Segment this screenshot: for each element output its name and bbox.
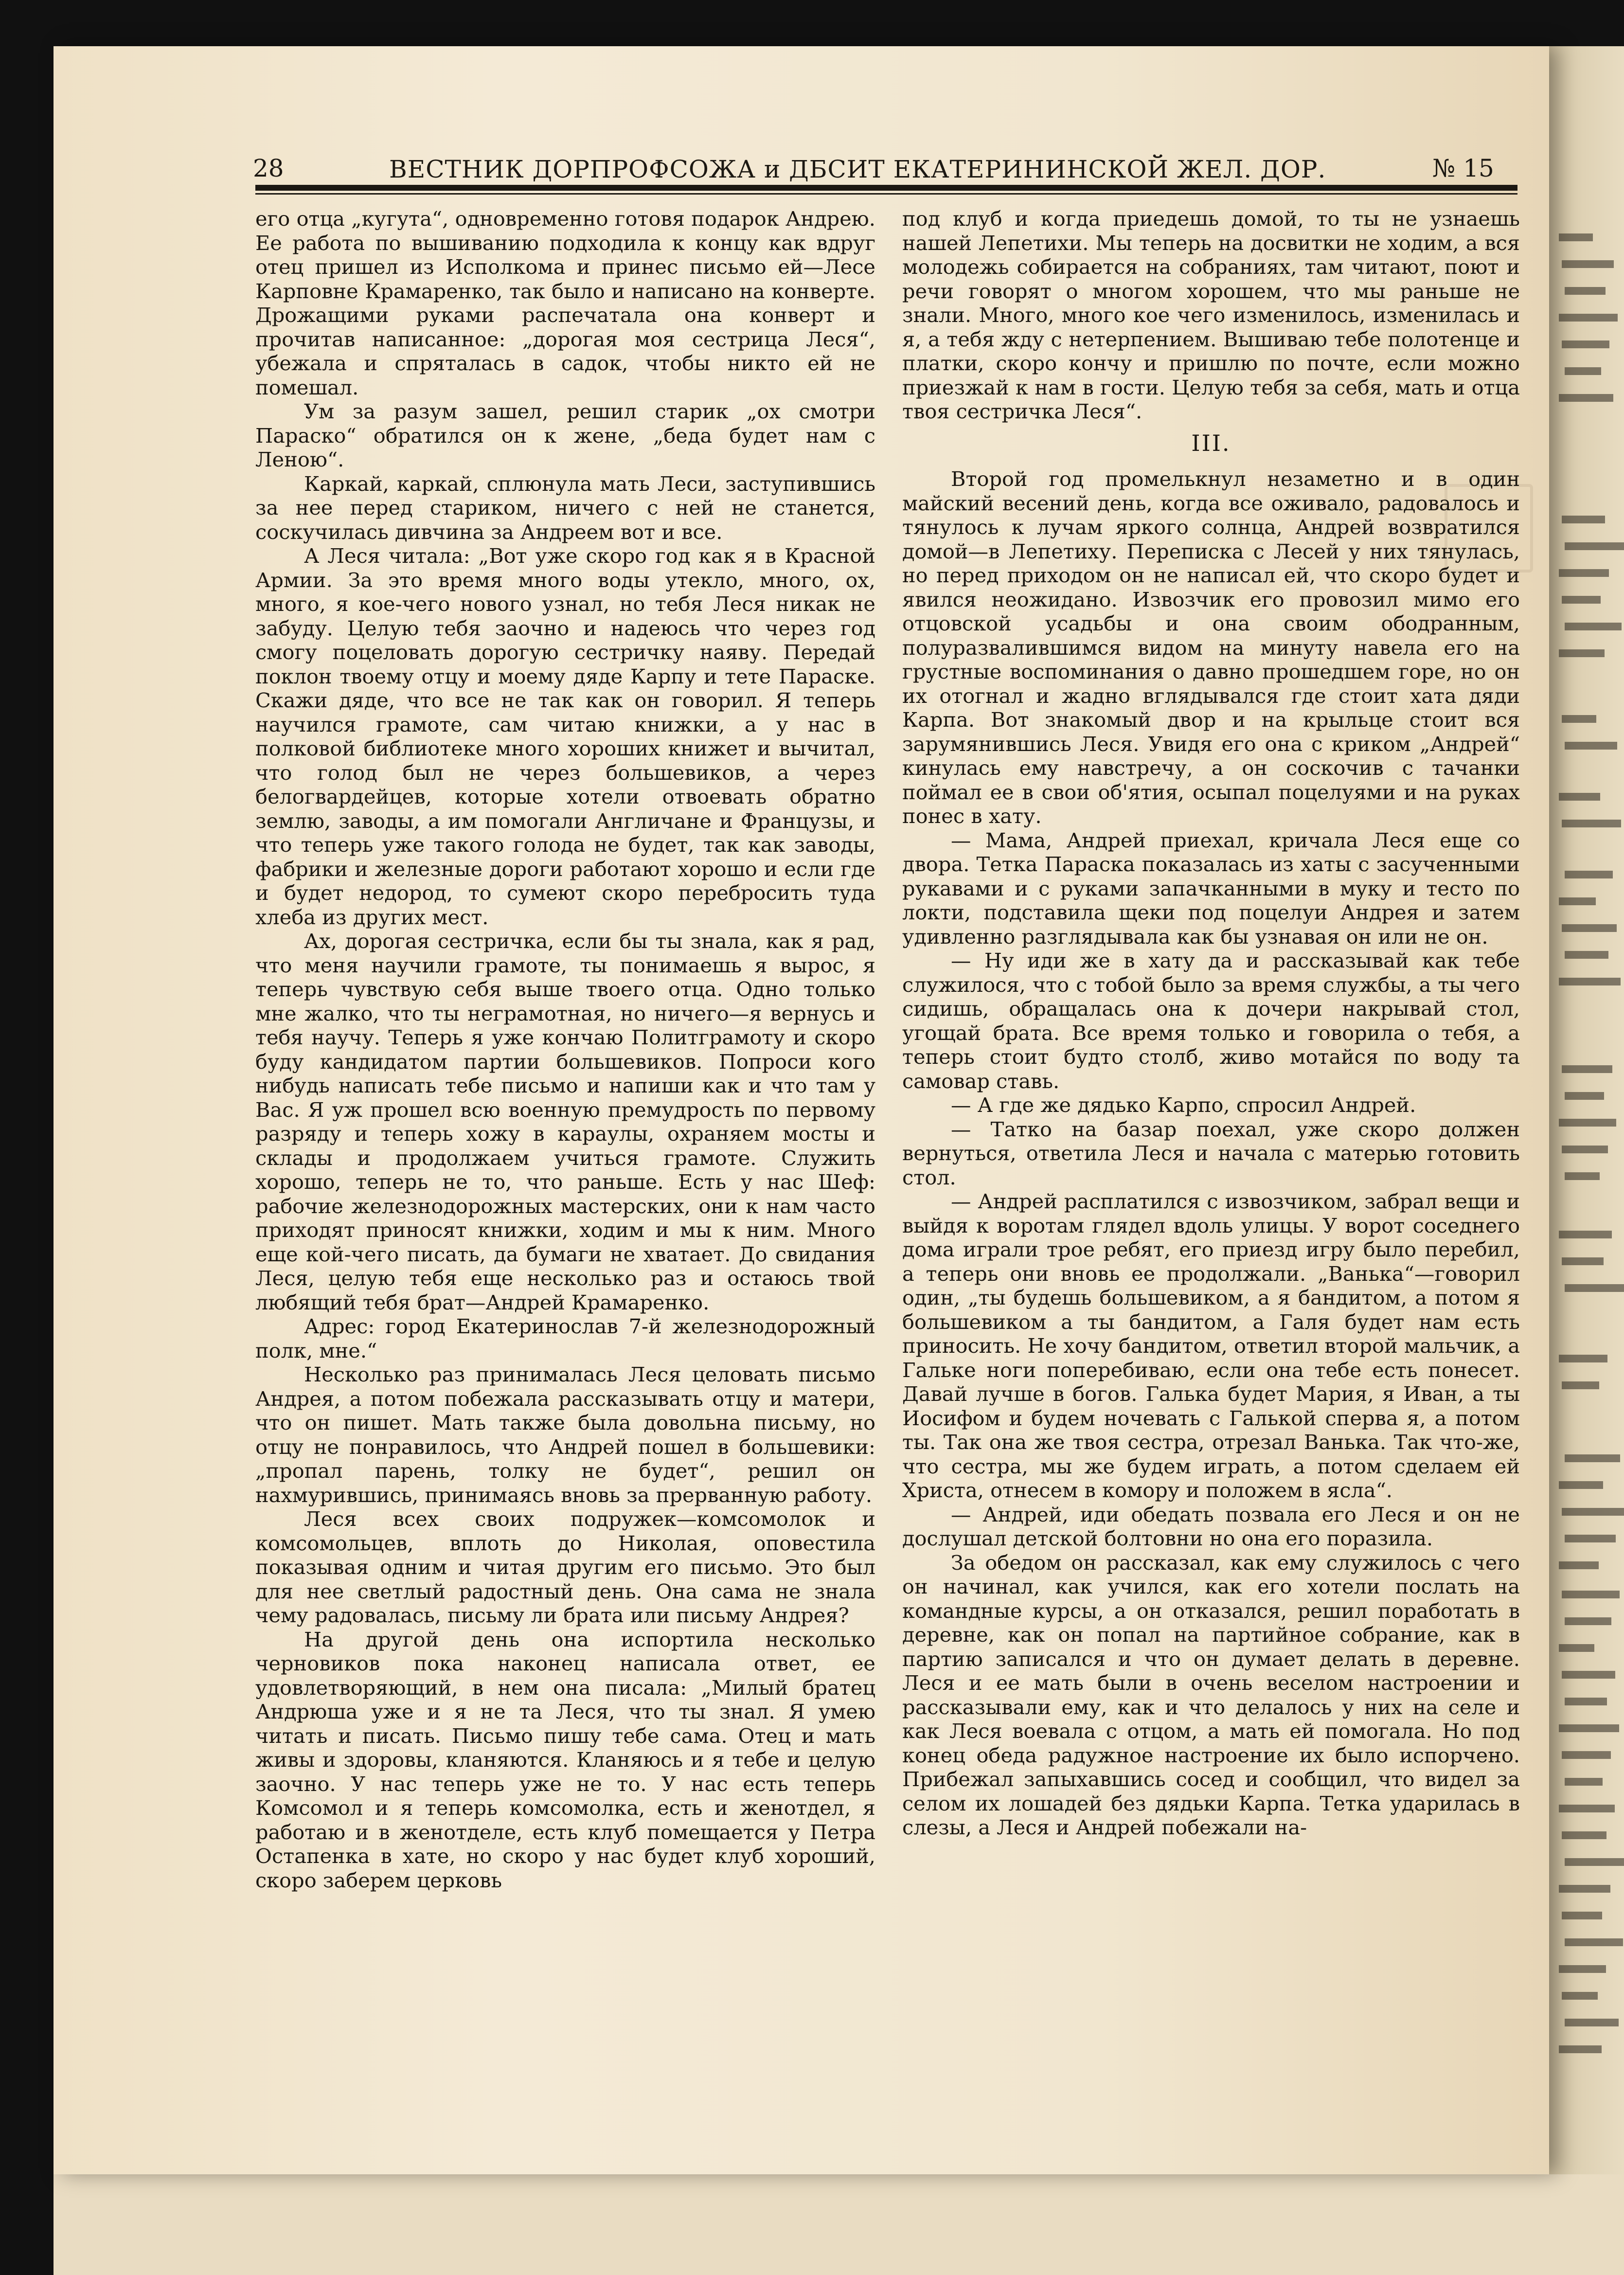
issue-number: № 15 [1432, 154, 1494, 182]
adjacent-text-fragment [1559, 897, 1596, 905]
paragraph: За обедом он рассказал, как ему служилось с чего он начинал, как учился, как его хотели послать на командные курсы, а он отказался, решил поработать в деревне, как он попал на партийное собрание, как в партию записался и что он думает делать в деревне. Леся и ее мать были в очень веселом настроении и рассказывали ему, как и что делалось у них на селе и как Леся воевала с отцом, а мать ей помогала. Но под конец обеда радужное настроение их было испорчено. Прибежал запыхавшись сосед и сообщил, что видел за селом их лошадей без дядьки Карпа. Тетка ударилась в слезы, а Леся и Андрей побежали на- [902, 1550, 1520, 1839]
adjacent-page-edge [1549, 46, 1624, 2174]
adjacent-text-fragment [1559, 793, 1600, 801]
header-rule [255, 185, 1517, 191]
adjacent-text-fragment [1565, 2019, 1619, 2026]
adjacent-text-fragment [1565, 367, 1601, 375]
adjacent-text-fragment [1562, 1591, 1620, 1598]
adjacent-text-fragment [1559, 394, 1613, 402]
adjacent-text-fragment [1565, 1092, 1604, 1100]
paragraph: Несколько раз принималась Леся целовать письмо Андрея, а потом побежала рассказывать отцу и матери, что он пишет. Мать также была довольна письму, но отцу не понравилось, что Андрей пошел в большевики: „пропал парень, толку не будет“, решил он нахмурившись, принимаясь вновь за прерванную работу. [255, 1362, 875, 1507]
paragraph: — А где же дядько Карпо, спросил Андрей. [951, 1093, 1416, 1117]
adjacent-text-fragment [1559, 978, 1621, 985]
adjacent-text-fragment [1565, 1938, 1623, 1946]
paragraph: На другой день она испортила несколько черновиков пока наконец написала ответ, ее удовлетворяющий, в нем она писала: „Милый братец Андрюша уже и я не та Леся, что ты знал. Я умею читать и писать. Письмо пишу тебе сама. Отец и мать живы и здоровы, кланяются. Кланяюсь и я тебе и целую заочно. У нас теперь уже не то. У нас есть теперь Комсомол и я теперь комсомолка, есть и женотдел, я работаю и в женотделе, есть клуб помещается у Петра Остапенка в хате, но скоро у нас будет клуб хороший, скоро заберем церковь [255, 1627, 875, 1892]
paragraph: — Мама, Андрей приехал, кричала Леся еще со двора. Тетка Параска показалась из хаты с засученными рукавами и с руками запачканными в муку и тесто по локти, подставила щеки под поцелуи Андрея и затем удивленно разглядывала как бы узнавая он или не он. [902, 828, 1520, 949]
adjacent-text-fragment [1565, 1454, 1620, 1462]
paragraph: — Андрей, иди обедать позвала его Леся и он не дослушал детской болтовни но она его поразила. [902, 1502, 1520, 1550]
adjacent-text-fragment [1565, 1858, 1624, 1866]
section-heading: III. [1191, 430, 1231, 456]
adjacent-text-fragment [1562, 1751, 1611, 1759]
text-column-left [255, 207, 875, 2114]
adjacent-text-fragment [1559, 314, 1618, 322]
adjacent-text-fragment [1559, 1231, 1612, 1238]
page-bottom-margin [54, 2174, 1624, 2275]
journal-title: ВЕСТНИК ДОРПРОФСОЖА и ДБСИТ ЕКАТЕРИНИНСКОЙ ЖЕЛ. ДОР. [389, 155, 1326, 183]
paragraph: Второй год промелькнул незаметно и в один майский весений день, когда все оживало, радовалось и тянулось к лучам яркого солнца, Андрей возвратился домой—в Лепетиху. Переписка с Лесей у них тянулась, но перед приходом он не написал ей, что скоро будет и явился неожидано. Извозчик его провозил мимо его отцовской усадьбы и она своим ободранным, полуразвалившимся видом на минуту навела его на грустные воспоминания о давно прошедшем горе, но он их отогнал и жадно вглядывался где стоит хата дяди Карпа. Вот знакомый двор и на крыльце стоит вся зарумянившись Леся. Увидя его она с криком „Андрей“ кинулась ему навстречу, а он соскочив с тачанки поймал ее в свои об'ятия, осыпал поцелуями и на руках понес в хату. [902, 467, 1520, 828]
adjacent-text-fragment [1565, 1172, 1600, 1180]
paragraph: его отца „кугута“, одновременно готовя подарок Андрею. Ее работа по вышиванию подходила к концу как вдруг отец пришел из Исполкома и принес письмо ей—Лесе Карповне Крамаренко, так было и написано на конверте. Дрожащими руками распечатала она конверт и прочитав написанное: „дорогая моя сестрица Леся“, убежала и спряталась в садок, чтобы никто ей не помешал. [255, 207, 875, 399]
adjacent-text-fragment [1559, 1561, 1599, 1569]
paragraph: — Ну иди же в хату да и рассказывай как тебе служилося, что с тобой было за время службы, а ты чего сидишь, обращалась она к дочери накрывай стол, угощай брата. Все время только и говорила о тебя, а теперь стоит будто столб, живо мотайся по воду та самовар ставь. [902, 949, 1520, 1093]
adjacent-text-fragment [1562, 340, 1609, 348]
adjacent-text-fragment [1562, 1508, 1624, 1516]
paragraph: Леся всех своих подружек—комсомолок и комсомольцев, вплоть до Николая, оповестила показывая одним и читая другим его письмо. Это был для нее светлый радостный день. Она сама не знала чему радовалась, письму ли брата или письму Андрея? [255, 1507, 875, 1627]
adjacent-text-fragment [1565, 742, 1617, 750]
adjacent-text-fragment [1559, 233, 1593, 241]
header-rule-thin [255, 193, 1517, 195]
adjacent-text-fragment [1562, 1146, 1608, 1153]
paragraph: Ум за разум зашел, решил старик „ох смотри Параско“ обратился он к жене, „беда будет нам с Леною“. [255, 399, 875, 471]
adjacent-text-fragment [1562, 1065, 1612, 1073]
adjacent-text-fragment [1562, 1381, 1599, 1389]
adjacent-text-fragment [1562, 820, 1621, 827]
page-number: 28 [253, 154, 284, 182]
text-column-right [902, 207, 1520, 2114]
adjacent-text-fragment [1559, 1355, 1607, 1362]
adjacent-text-fragment [1565, 871, 1613, 878]
adjacent-text-fragment [1559, 1965, 1606, 1973]
adjacent-text-fragment [1565, 287, 1606, 295]
adjacent-text-fragment [1565, 1617, 1611, 1625]
adjacent-text-fragment [1565, 1778, 1603, 1786]
adjacent-text-fragment [1559, 2045, 1602, 2053]
adjacent-text-fragment [1562, 1912, 1602, 1919]
adjacent-text-fragment [1562, 1257, 1604, 1265]
paragraph: под клуб и когда приедешь домой, то ты не узнаешь нашей Лепетихи. Мы теперь на досвитки не ходим, а вся молодежь собирается на собраниях, там читают, поют и речи говорят о многом хорошем, что мы раньше не знали. Много, много кое чего изменилось, изменилась и я, а тебя жду с нетерпением. Вышиваю тебе полотенце и платки, скоро кончу и пришлю по почте, если можно приезжай к нам в гости. Целую тебя за себя, мать и отца твоя сестричка Леся“. [902, 207, 1520, 423]
adjacent-text-fragment [1559, 1481, 1603, 1489]
paragraph: — Андрей расплатился с извозчиком, забрал вещи и выйдя к воротам глядел вдоль улицы. У ворот соседнего дома играли трое ребят, его приезд игру было перебил, а теперь они вновь ее продолжали. „Ванька“—говорил один, „ты будешь большевиком, а я бандитом, а потом я большевиком а ты бандитом, а Галя будет нам есть приносить. Не хочу бандитом, ответил второй мальчик, а Гальке ноги поперебиваю, если она тебе есть понесет. Давай лучше в богов. Галька будет Мария, я Иван, а ты Иосифом и будем ночевать с Галькой сперва я, а потом ты. Так она же твоя сестра, отрезал Ванька. Так что-же, что сестра, мы же будем играть, а потом сделаем ей Христа, отнесем в комору и положем в ясла“. [902, 1189, 1520, 1502]
adjacent-text-fragment [1559, 1805, 1615, 1812]
paragraph: Адрес: город Екатеринослав 7-й железнодорожный полк, мне.“ [255, 1314, 875, 1362]
adjacent-text-fragment [1565, 1698, 1607, 1705]
adjacent-text-fragment [1559, 569, 1609, 577]
paragraph: Каркай, каркай, сплюнула мать Леси, заступившись за нее перед стариком, ничего с ней не станется, соскучилась дивчина за Андреем вот и все. [255, 471, 875, 544]
adjacent-text-fragment [1565, 1535, 1616, 1542]
adjacent-text-fragment [1559, 1644, 1594, 1652]
adjacent-text-fragment [1565, 623, 1622, 630]
adjacent-text-fragment [1562, 924, 1617, 932]
adjacent-text-fragment [1562, 715, 1596, 723]
adjacent-text-fragment [1559, 649, 1605, 657]
adjacent-text-fragment [1559, 1885, 1610, 1893]
adjacent-text-fragment [1562, 596, 1601, 604]
adjacent-text-fragment [1559, 1119, 1616, 1127]
adjacent-text-fragment [1565, 542, 1624, 550]
adjacent-text-fragment [1565, 951, 1608, 959]
adjacent-text-fragment [1565, 1284, 1624, 1292]
adjacent-text-fragment [1562, 1992, 1598, 2000]
adjacent-text-fragment [1562, 1671, 1615, 1679]
adjacent-text-fragment [1562, 260, 1614, 268]
adjacent-text-fragment [1559, 1724, 1619, 1732]
paragraph: А Леся читала: „Вот уже скоро год как я в Красной Армии. За это время много воды утекло, много, ох, много, я кое-чего нового узнал, но тебя Леся никак не забуду. Целую тебя заочно и надеюсь что через год смогу поцеловать дорогую сестричку наяву. Передай поклон твоему отцу и моему дяде Карпу и тете Параске. Скажи дяде, что все не так как он говорил. Я теперь научился грамоте, сам читаю книжки, а у нас в полковой библиотеке много хороших книжет и вычитал, что голод был не через большевиков, а через белогвардейцев, которые хотели отвоевать обратно землю, заводы, а им помогали Англичане и Французы, и что теперь уже такого голода не будет, так как заводы, фабрики и железные дороги работают хорошо и если где и будет недород, то сумеют скоро перебросить туда хлеба из других мест. [255, 544, 875, 929]
adjacent-text-fragment [1562, 516, 1605, 523]
adjacent-text-fragment [1562, 1831, 1606, 1839]
paragraph: Ах, дорогая сестричка, если бы ты знала, как я рад, что меня научили грамоте, ты понимаешь я вырос, я теперь чувствую себя выше твоего отца. Одно только мне жалко, что ты неграмотная, но ничего—я вернусь и тебя научу. Теперь я уже кончаю Политграмоту и скоро буду кандидатом партии большевиков. Попроси кого нибудь написать тебе письмо и напиши как и что там у Вас. Я уж прошел всю военную премудрость по первому разряду и теперь хожу в караулы, охраняем мосты и склады и продолжаем учиться грамоте. Служить хорошо, теперь не то, что раньше. Есть у нас Шеф: рабочие железнодорожных мастерских, они к нам часто приходят приносят книжки, ходим и мы к ним. Много еще кой-чего писать, да бумаги не хватает. До свидания Леся, целую тебя еще несколько раз и остаюсь твой любящий тебя брат—Андрей Крамаренко. [255, 929, 875, 1314]
paragraph: — Татко на базар поехал, уже скоро должен вернуться, ответила Леся и начала с матерью готовить стол. [902, 1117, 1520, 1189]
